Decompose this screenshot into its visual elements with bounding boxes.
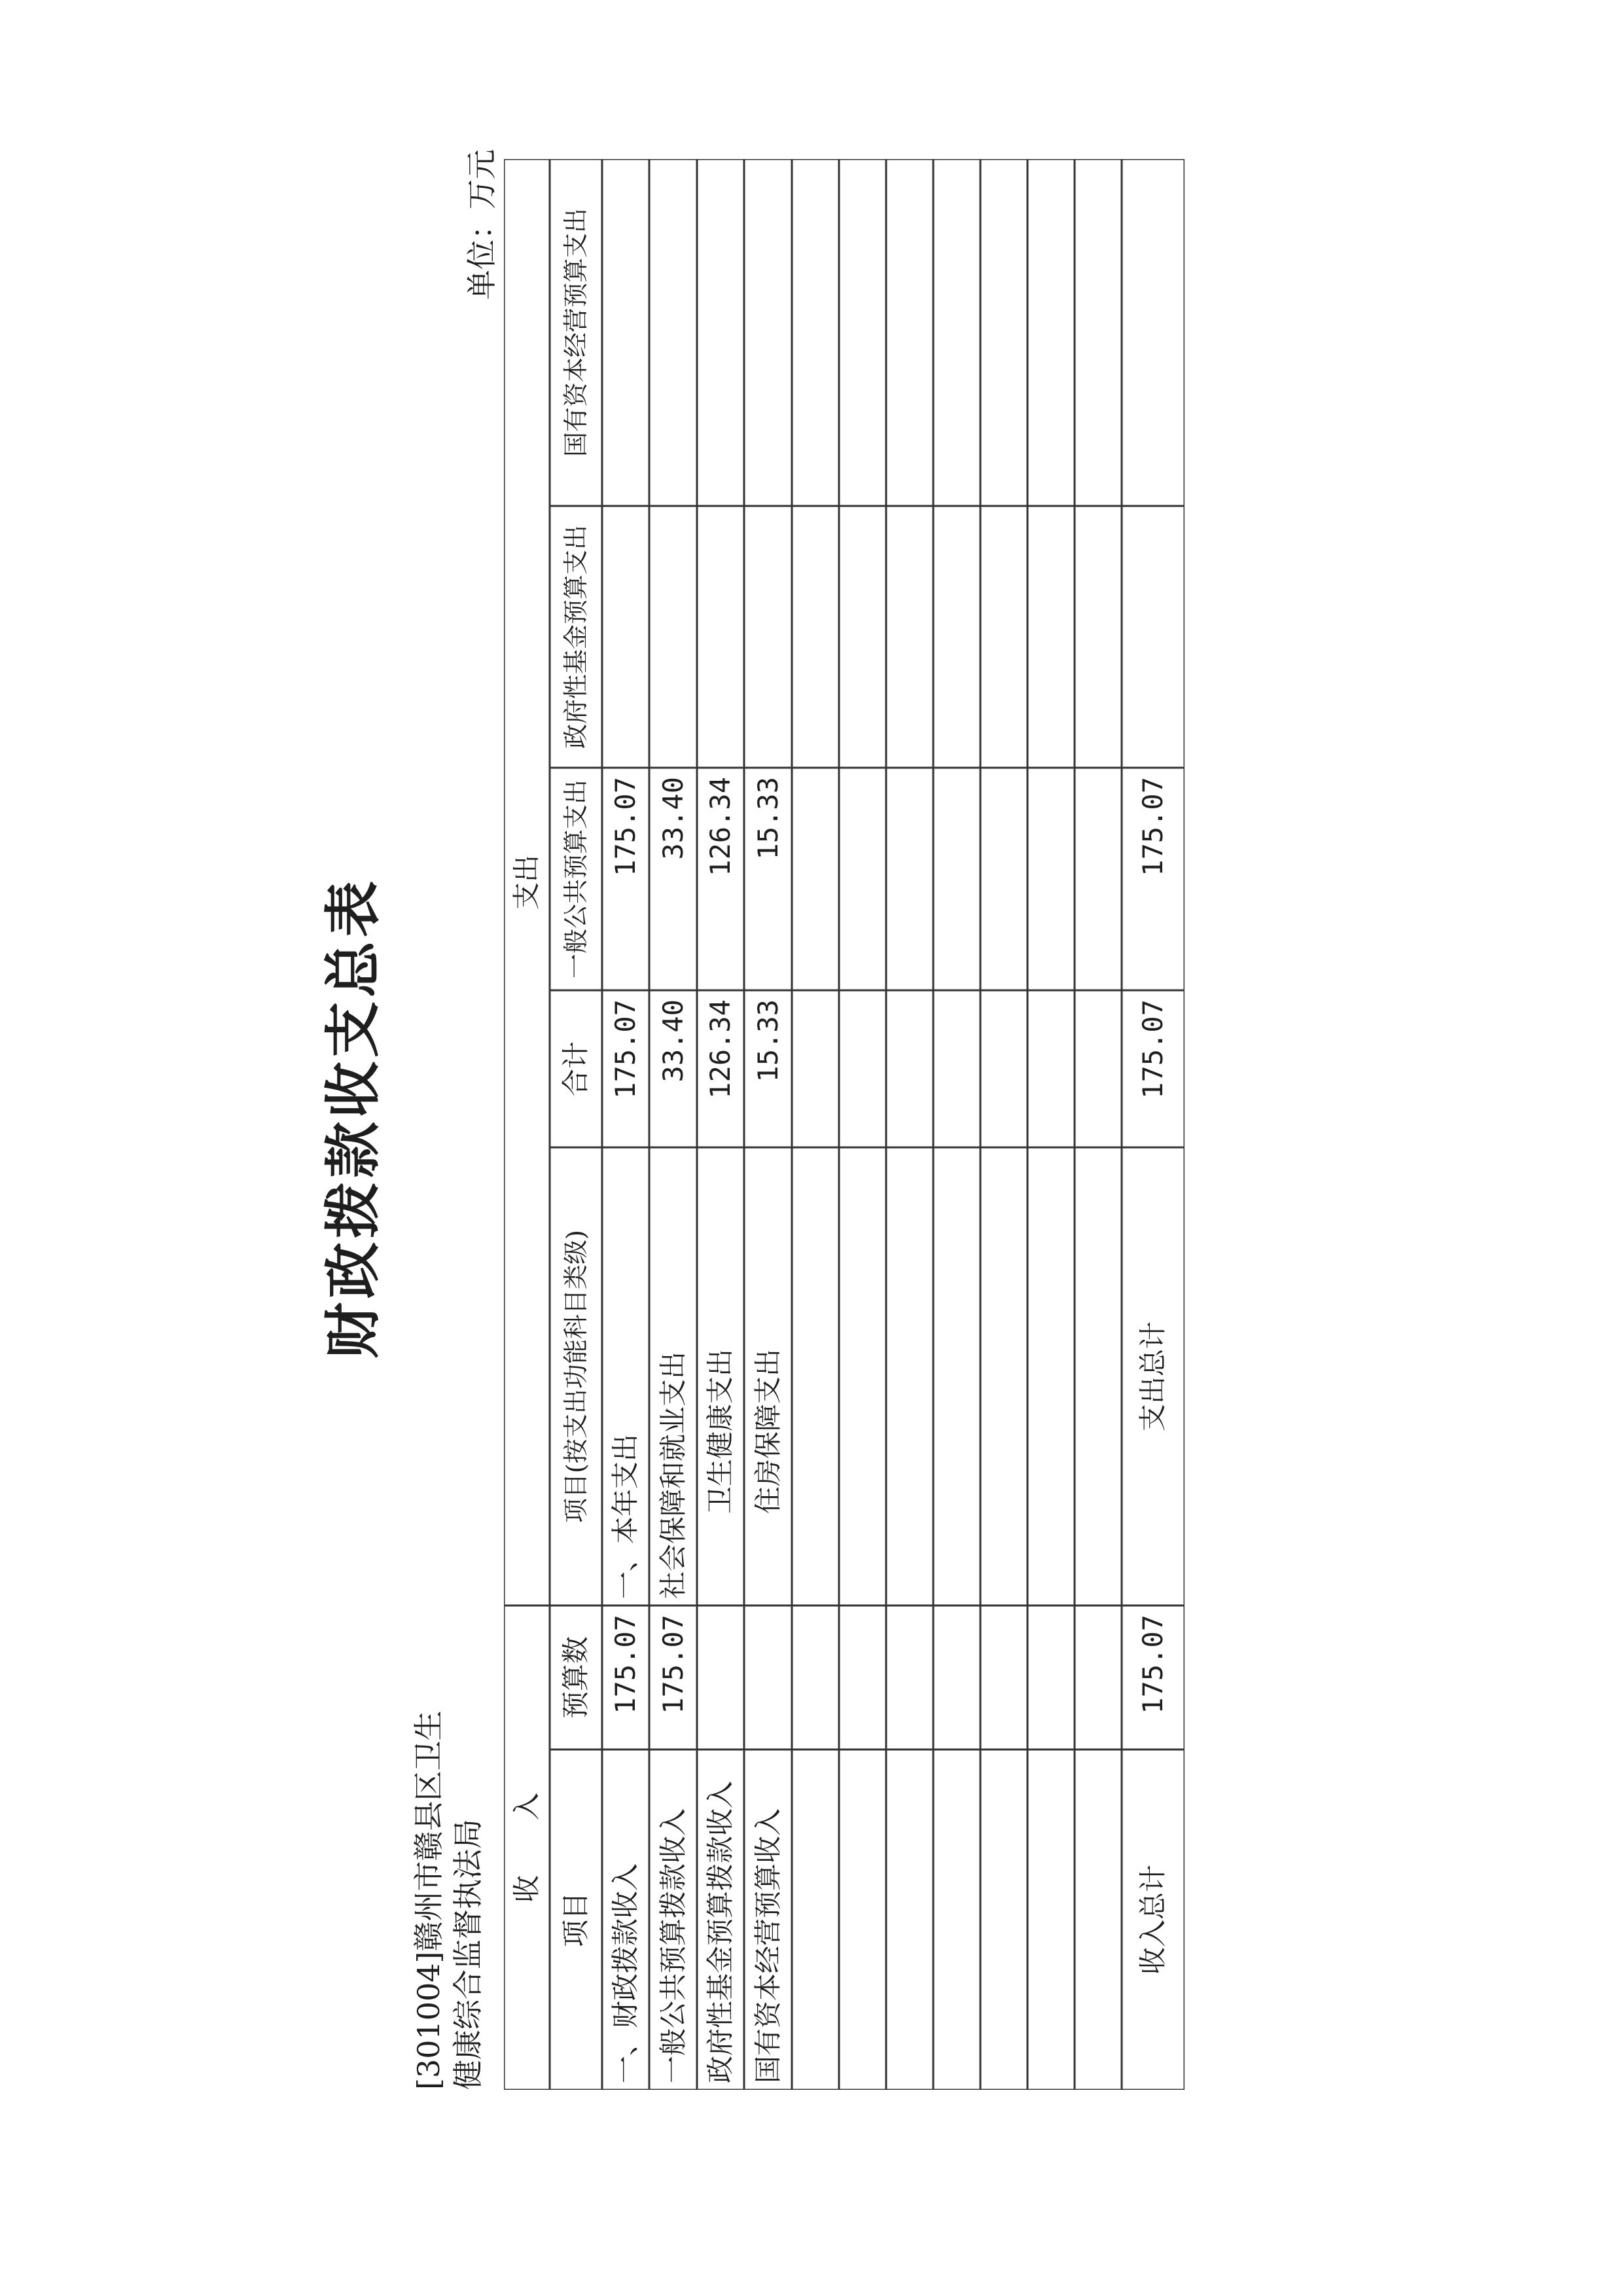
income-total-label: 收入总计 bbox=[1137, 1865, 1169, 1975]
expense-group-header: 支出 bbox=[510, 855, 543, 910]
general-budget-value: 175.07 bbox=[609, 777, 641, 876]
page-title: 财政拨款收支总表 bbox=[321, 877, 386, 1359]
summary-table bbox=[504, 159, 1185, 2090]
income-item: 政府性基金预算拨款收入 bbox=[704, 1780, 736, 2083]
total-value: 33.40 bbox=[656, 999, 689, 1083]
general-budget-value: 33.40 bbox=[656, 777, 689, 860]
total-value: 126.34 bbox=[704, 999, 736, 1099]
fund-budget-header: 政府性基金预算支出 bbox=[562, 525, 590, 749]
total-value: 15.33 bbox=[751, 999, 784, 1083]
budget-amount: 175.07 bbox=[609, 1615, 641, 1714]
expense-item: 一、本年支出 bbox=[609, 1433, 641, 1599]
income-group-header: 收 入 bbox=[510, 1793, 543, 1903]
expense-item: 社会保障和就业支出 bbox=[656, 1351, 689, 1599]
total-header: 合计 bbox=[560, 1041, 592, 1097]
budget-amount: 175.07 bbox=[656, 1615, 689, 1714]
expense-total-value: 175.07 bbox=[1137, 999, 1169, 1099]
income-item: 国有资本经营预算收入 bbox=[751, 1808, 784, 2083]
general-budget-header: 一般公共预算支出 bbox=[562, 780, 590, 979]
general-budget-value: 126.34 bbox=[704, 777, 736, 876]
expense-item-header: 项目(按支出功能科目类级) bbox=[562, 1230, 590, 1523]
income-item: 一般公共预算拨款收入 bbox=[656, 1808, 689, 2083]
total-value: 175.07 bbox=[609, 999, 641, 1099]
expense-total-label: 支出总计 bbox=[1137, 1321, 1169, 1432]
general-budget-value: 15.33 bbox=[751, 777, 784, 860]
unit-label: 单位：万元 bbox=[464, 149, 499, 300]
income-total-value: 175.07 bbox=[1137, 1615, 1169, 1714]
income-item: 一、财政拨款收入 bbox=[609, 1863, 641, 2083]
budget-amount-header: 预算数 bbox=[560, 1636, 592, 1719]
agency-name: [301004]赣州市赣县区卫生健康综合监督执法局 bbox=[411, 1710, 486, 2090]
state-capital-header: 国有资本经营预算支出 bbox=[562, 208, 590, 457]
expense-item: 卫生健康支出 bbox=[704, 1348, 736, 1514]
expense-item: 住房保障支出 bbox=[751, 1348, 784, 1514]
income-item-header: 项目 bbox=[560, 1892, 592, 1948]
general-budget-total-value: 175.07 bbox=[1137, 777, 1169, 876]
